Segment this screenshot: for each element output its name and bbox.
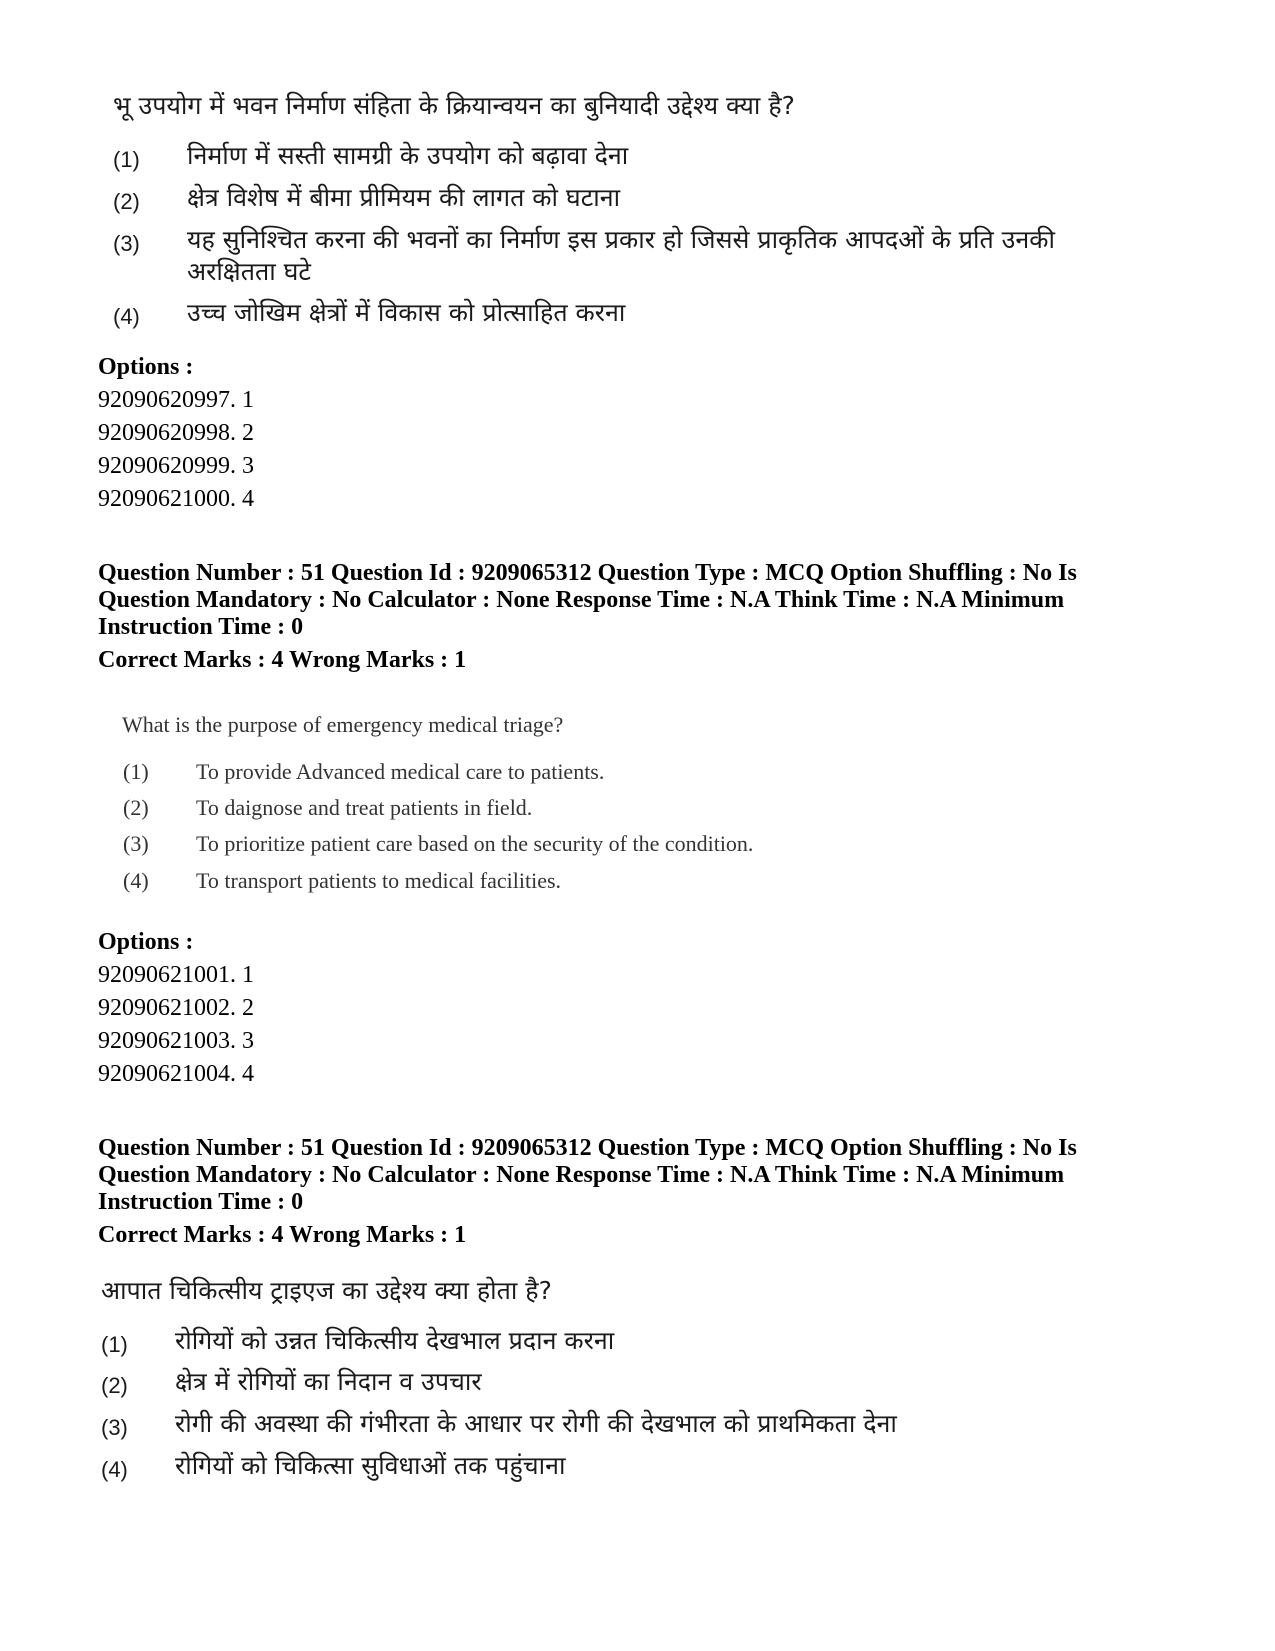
option-text: निर्माण में सस्ती सामग्री के उपयोग को बढ़ावा देना <box>187 141 629 170</box>
option-id: 92090621001. 1 <box>98 962 254 988</box>
option-row <box>101 1366 482 1402</box>
option-text: उच्च जोखिम क्षेत्रों में विकास को प्रोत्साहित करना <box>187 298 626 327</box>
option-row <box>113 297 625 333</box>
option-row <box>113 140 628 176</box>
options-label: Options : <box>98 354 194 380</box>
option-text: To prioritize patient care based on the security of the condition. <box>196 831 754 856</box>
marks-line: Correct Marks : 4 Wrong Marks : 1 <box>98 647 467 673</box>
option-row <box>123 758 604 786</box>
question-meta-line: Instruction Time : 0 <box>98 614 304 640</box>
question-meta-line: Question Number : 51 Question Id : 9209065312 Question Type : MCQ Option Shuffling : No Is <box>98 560 1077 586</box>
option-row <box>123 794 532 822</box>
option-text: रोगियों को उन्नत चिकित्सीय देखभाल प्रदान करना <box>175 1326 615 1355</box>
option-id: 92090621002. 2 <box>98 995 254 1021</box>
question-text-english: What is the purpose of emergency medical triage? <box>122 712 564 737</box>
option-id: 92090620998. 2 <box>98 420 254 446</box>
option-number: (1) <box>123 759 149 784</box>
option-number: (2) <box>113 189 140 214</box>
option-id: 92090621003. 3 <box>98 1028 254 1054</box>
marks-line: Correct Marks : 4 Wrong Marks : 1 <box>98 1222 467 1248</box>
question-text-hindi-2: आपात चिकित्सीय ट्राइएज का उद्देश्य क्या होता है? <box>101 1276 552 1305</box>
question-text-hindi-1: भू उपयोग में भवन निर्माण संहिता के क्रियान्वयन का बुनियादी उद्देश्य क्या है? <box>113 91 795 120</box>
question-meta-line: Instruction Time : 0 <box>98 1189 304 1215</box>
option-id: 92090620999. 3 <box>98 453 254 479</box>
option-text: To daignose and treat patients in field. <box>196 795 533 820</box>
option-text: क्षेत्र विशेष में बीमा प्रीमियम की लागत को घटाना <box>187 183 621 212</box>
option-row <box>123 830 753 858</box>
option-number: (3) <box>123 831 149 856</box>
option-text: रोगियों को चिकित्सा सुविधाओं तक पहुंचाना <box>175 1451 566 1480</box>
option-id: 92090621004. 4 <box>98 1061 254 1087</box>
option-number: (3) <box>113 231 140 256</box>
option-id: 92090620997. 1 <box>98 387 254 413</box>
option-row <box>123 867 561 895</box>
option-number: (2) <box>101 1373 128 1398</box>
option-text: रोगी की अवस्था की गंभीरता के आधार पर रोगी की देखभाल को प्राथमिकता देना <box>175 1409 897 1438</box>
option-row <box>101 1450 566 1486</box>
option-row <box>101 1408 897 1444</box>
question-meta-line: Question Number : 51 Question Id : 9209065312 Question Type : MCQ Option Shuffling : No Is <box>98 1135 1077 1161</box>
option-number: (4) <box>101 1457 128 1482</box>
question-meta-line: Question Mandatory : No Calculator : None Response Time : N.A Think Time : N.A Minimum <box>98 587 1065 613</box>
option-number: (3) <box>101 1415 128 1440</box>
option-number: (4) <box>123 868 149 893</box>
option-text: To transport patients to medical facilities. <box>196 868 562 893</box>
question-meta-line: Question Mandatory : No Calculator : None Response Time : N.A Think Time : N.A Minimum <box>98 1162 1065 1188</box>
option-number: (2) <box>123 795 149 820</box>
options-label: Options : <box>98 929 194 955</box>
option-text: क्षेत्र में रोगियों का निदान व उपचार <box>175 1367 482 1396</box>
option-row <box>101 1325 614 1361</box>
option-number: (1) <box>113 147 140 172</box>
option-number: (1) <box>101 1332 128 1357</box>
option-text: यह सुनिश्चित करना की भवनों का निर्माण इस प्रकार हो जिससे प्राकृतिक आपदओं के प्रति उनकी अरक्षितता घटे <box>187 225 1055 286</box>
option-row <box>113 182 620 218</box>
option-id: 92090621000. 4 <box>98 486 254 512</box>
option-number: (4) <box>113 304 140 329</box>
option-row <box>113 224 1077 288</box>
option-text: To provide Advanced medical care to patients. <box>196 759 605 784</box>
